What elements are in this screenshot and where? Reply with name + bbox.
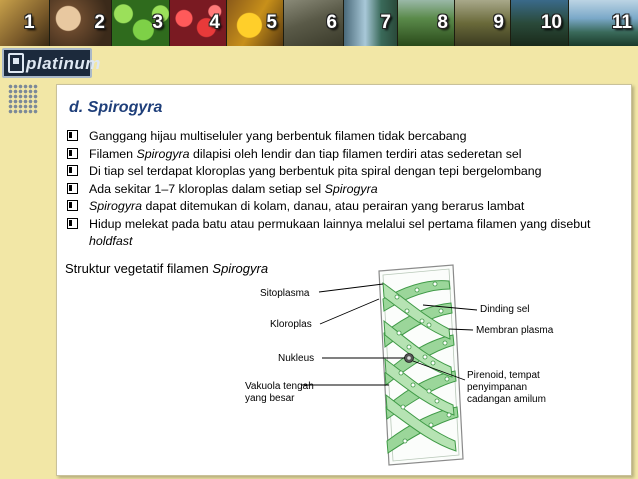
top-navigation-strip <box>0 0 638 46</box>
heading-prefix: d. <box>69 99 84 116</box>
nav-tile-7[interactable] <box>344 0 398 46</box>
heading-species-name: Spirogyra <box>87 99 163 116</box>
label-pirenoid <box>467 370 546 406</box>
label-vakuola-line-2: yang besar <box>245 393 295 404</box>
spirogyra-cell-diagram <box>57 85 633 477</box>
label-pirenoid-line-1: Pirenoid, tempat <box>467 370 540 381</box>
bullet-text: Ganggang hijau multiseluler yang berbentuk filamen tidak bercabang <box>89 129 467 143</box>
bullet-italic-text: Spirogyra <box>136 146 190 161</box>
nav-tile-number: 6 <box>326 12 337 33</box>
label-dinding-sel: Dinding sel <box>480 304 530 315</box>
nav-tile-9[interactable] <box>455 0 511 46</box>
structure-title-species: Spirogyra <box>212 261 269 276</box>
nav-tile-number: 4 <box>209 12 220 33</box>
bullet-text: dapat ditemukan di kolam, danau, atau perairan yang berarus lambat <box>142 199 525 213</box>
nav-tile-number: 1 <box>24 12 35 33</box>
logo-mark-icon <box>8 53 24 73</box>
nav-tile-number: 7 <box>380 12 391 33</box>
label-sitoplasma: Sitoplasma <box>260 288 310 299</box>
bullet-text: Hidup melekat pada batu atau permukaan lainnya melalui sel pertama filamen yang disebut <box>89 216 591 231</box>
slide-content-panel <box>56 84 632 476</box>
nav-tile-4[interactable] <box>170 0 227 46</box>
nav-tile-number: 10 <box>540 12 562 33</box>
nav-tile-6[interactable] <box>284 0 344 46</box>
nav-tile-10[interactable] <box>511 0 569 46</box>
label-pirenoid-line-3: cadangan amilum <box>467 394 546 405</box>
nav-tile-1[interactable] <box>0 0 50 46</box>
label-kloroplas: Kloroplas <box>270 319 312 330</box>
nav-tile-number: 11 <box>611 12 632 33</box>
bullet-text: Di tiap sel terdapat kloroplas yang berbentuk pita spiral dengan tepi bergelombang <box>89 164 542 178</box>
label-nukleus: Nukleus <box>278 353 315 364</box>
label-membran-plasma: Membran plasma <box>476 325 554 336</box>
label-vakuola <box>245 381 314 405</box>
nucleus-shape <box>405 354 414 363</box>
nav-tile-number: 8 <box>437 12 448 33</box>
bullet-italic-text: holdfast <box>89 233 133 248</box>
logo-text: platinum <box>26 54 101 73</box>
bullet-italic-text: Spirogyra <box>89 199 143 213</box>
bullet-italic-text: Spirogyra <box>324 181 378 196</box>
nav-tile-number: 9 <box>493 12 504 33</box>
nav-tile-number: 2 <box>94 12 105 33</box>
bullet-text: Ada sekitar 1–7 kloroplas dalam setiap sel <box>89 181 325 196</box>
structure-title-prefix: Struktur vegetatif filamen <box>65 261 213 276</box>
nav-tile-8[interactable] <box>398 0 455 46</box>
label-vakuola-line-1: Vakuola tengah <box>245 381 314 392</box>
nav-tile-11[interactable] <box>569 0 638 46</box>
bullet-text: Filamen <box>89 146 137 161</box>
nav-tile-3[interactable] <box>112 0 170 46</box>
brand-logo <box>2 48 101 78</box>
label-pirenoid-line-2: penyimpanan <box>467 382 528 393</box>
nav-tile-5[interactable] <box>227 0 284 46</box>
nav-tile-number: 3 <box>152 12 163 33</box>
dot-grid-decoration-icon <box>8 84 38 114</box>
nav-tile-2[interactable] <box>50 0 112 46</box>
bullet-text: dilapisi oleh lendir dan tiap filamen terdiri atas sederetan sel <box>189 146 522 161</box>
nav-tile-number: 5 <box>266 12 277 33</box>
